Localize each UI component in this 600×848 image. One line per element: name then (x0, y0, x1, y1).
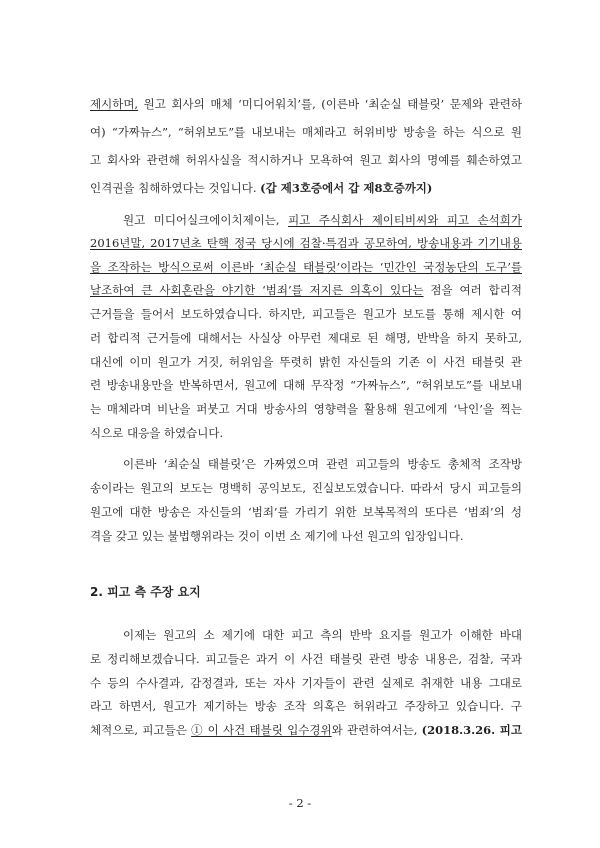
text-segment: ① 이 사건 태블릿 입수경위 (191, 723, 332, 737)
text-line (123, 213, 522, 227)
text-segment: 는 매체라며 비난을 퍼붓고 거대 방송사의 영향력을 활용해 원고에게 ‘낙인’을 찍는 (90, 402, 522, 416)
text-line (90, 283, 522, 297)
text-segment: 이제는 원고의 소 제기에 대한 피고 측의 반박 요지를 원고가 이해한 바대 (123, 628, 522, 642)
text-line (90, 181, 522, 195)
text-segment: 피고 주식회사 제이티비씨와 피고 손석희가 (288, 213, 522, 227)
text-segment: 격을 갖고 있는 불법행위라는 것이 이번 소 제기에 나선 원고의 입장입니다. (90, 529, 464, 543)
text-line (123, 457, 522, 471)
text-line (90, 723, 522, 737)
text-segment: 와 관련하여서는, (331, 723, 422, 737)
text-line (90, 97, 522, 111)
text-segment: 체적으로, 피고들은 (90, 723, 192, 737)
text-line (90, 505, 522, 519)
text-segment: 로 정리해보겠습니다. 피고들은 과거 이 사건 태블릿 관련 방송 내용은, 검찰, 국과 (90, 652, 522, 666)
text-line (90, 236, 522, 250)
text-segment: 식으로 대응을 하였습니다. (90, 426, 224, 440)
text-segment: (2018.3.26. 피고 (421, 723, 522, 737)
text-segment: 원고에 대한 방송은 자신들의 ‘범죄’를 가리기 위한 보복목적의 또다른 ‘범죄’의 성 (90, 505, 522, 519)
text-segment: 점을 여러 합리적 (423, 283, 522, 297)
page-number: - 2 - (288, 796, 312, 810)
text-segment: 고 회사와 관련해 허위사실을 적시하거나 모욕하여 원고 회사의 명예를 훼손하였고 (90, 153, 522, 167)
text-line (90, 378, 522, 392)
text-line (90, 355, 522, 369)
text-segment: 련 방송내용만을 반복하면서, 원고에 대해 무작정 “가짜뉴스”, “허위보도”를 내보내 (90, 378, 522, 392)
text-line (90, 676, 522, 690)
text-line (123, 628, 522, 642)
text-segment: 을 조작하는 방식으로써 이른바 ‘최순실 태블릿’이라는 ‘민간인 국정농단의 도구’를 (90, 260, 522, 274)
text-segment: 러 합리적 근거들에 대해서는 사실상 아무런 제대로 된 해명, 반박을 하지 못하고, (90, 331, 522, 345)
text-segment: 라고 하면서, 원고가 제기하는 방송 조작 의혹은 허위라고 주장하고 있습니다. 구 (90, 699, 522, 713)
text-line (90, 331, 522, 345)
text-line (90, 529, 522, 543)
text-line (90, 481, 522, 495)
text-line (90, 153, 522, 167)
text-line (90, 260, 522, 274)
text-segment: 원고 미디어실크에이치제이는, (123, 213, 289, 227)
text-segment: 날조하여 큰 사회혼란을 야기한 ‘범죄’를 저지른 의혹이 있다는 (90, 283, 424, 297)
text-segment: (갑 제3호증에서 갑 제8호증까지) (260, 181, 433, 195)
text-line (90, 125, 522, 139)
text-segment: 원고 회사의 매체 ‘미디어워치’를, (이른바 ‘최순실 태블릿’ 문제와 관련하 (138, 97, 522, 111)
text-segment: 송이라는 원고의 보도는 명백히 공익보도, 진실보도였습니다. 따라서 당시 피고들의 (90, 481, 522, 495)
text-segment: 대신에 이미 원고가 거짓, 허위임을 뚜렷히 밝힌 자신들의 기존 이 사건 태블릿 관 (90, 355, 522, 369)
text-segment: 여) “가짜뉴스”, “허위보도”를 내보내는 매체라고 허위비방 방송을 하는 식으로 원 (90, 125, 522, 139)
text-line (90, 426, 522, 440)
text-segment: 수 등의 수사결과, 감정결과, 또는 자사 기자들이 관련 실제로 취재한 내용 그대로 (90, 676, 522, 690)
text-line (90, 699, 522, 713)
text-line (90, 307, 522, 321)
text-line (90, 402, 522, 416)
text-segment: 제시하며, (90, 97, 139, 111)
text-segment: 이른바 ‘최순실 태블릿’은 가짜였으며 관련 피고들의 방송도 총체적 조작방 (123, 457, 522, 471)
text-segment: 2016년말, 2017년초 탄핵 정국 당시에 검찰·특검과 공모하여, 방송내용과 기기내용 (90, 236, 522, 250)
text-segment: 인격권을 침해하였다는 것입니다. (90, 181, 261, 195)
section-heading: 2. 피고 측 주장 요지 (90, 585, 201, 599)
text-line (90, 652, 522, 666)
text-segment: 근거들을 들어서 보도하였습니다. 하지만, 피고들은 원고가 보도를 통해 제시한 여 (90, 307, 522, 321)
